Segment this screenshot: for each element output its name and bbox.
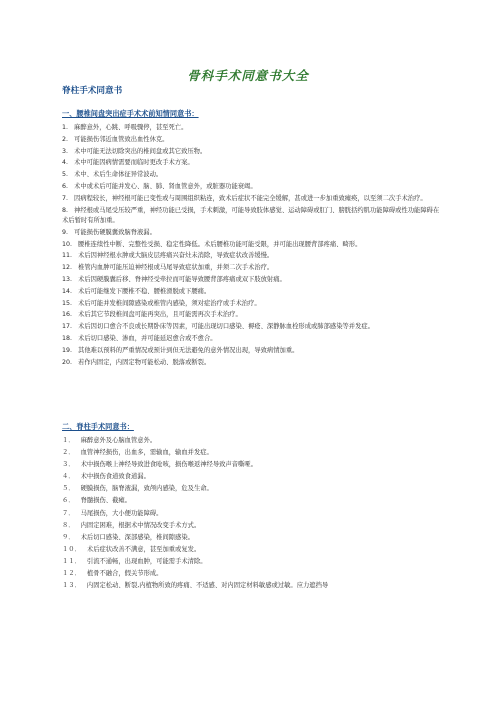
item-text: 术后切口感染、渗血，并可能延迟愈合或不愈合。 (78, 334, 217, 342)
item-number: 2. (62, 135, 69, 143)
section2-list (62, 436, 440, 593)
list-item (62, 346, 440, 356)
list-item (62, 182, 440, 192)
item-text: 若作内固定，内固定物可能松动、脱落或断裂。 (78, 358, 211, 366)
item-number: 11. (62, 252, 73, 260)
list-item (62, 569, 440, 579)
list-item (62, 206, 440, 227)
item-number: 1. (62, 124, 69, 131)
item-text: 术中可能因病情需要而临时更改手术方案。 (74, 159, 194, 167)
list-item (62, 545, 440, 555)
item-text: 可能损伤邻近血管致出血性休克。 (74, 135, 169, 143)
item-number: 15. (62, 299, 73, 307)
item-text: 引流不通畅，出现血肿，可能需手术清除。 (86, 557, 207, 565)
document-title: 骨科手术同意书大全 (187, 68, 309, 83)
list-item (62, 581, 440, 591)
item-number: ２． (62, 449, 75, 457)
item-number: 16. (62, 311, 73, 319)
item-number: 3. (62, 147, 69, 155)
item-text: 术后可能继发下腰椎不稳、腰椎滑脱或下腰痛。 (78, 287, 211, 295)
item-text: 术中或术后可能并发心、脑、肺、肾血管意外，或脏器功能衰竭。 (74, 182, 257, 190)
list-item (62, 496, 440, 506)
item-text: 术后因切口愈合不良或长期卧床等因素，可能出现切口感染、褥疮、深静脉血栓形成或肺部感染等并发症。 (78, 323, 374, 331)
list-item (62, 484, 440, 494)
item-number: 12. (62, 264, 73, 272)
list-item (62, 521, 440, 531)
list-item (62, 448, 440, 458)
item-number: ８． (62, 521, 75, 529)
item-number: 14. (62, 287, 73, 295)
item-number: ７． (62, 509, 75, 517)
list-item (62, 263, 440, 273)
item-text: 马尾损伤，大小便功能障碍。 (80, 509, 163, 517)
item-number: 20. (62, 358, 73, 366)
item-number: 4. (62, 159, 69, 167)
list-item (62, 472, 440, 482)
item-number: 10. (62, 240, 73, 248)
list-item (62, 460, 440, 470)
list-item (62, 240, 440, 250)
item-text: 术中损伤喉上神经导致进食呛咳，损伤喉返神经导致声音嘶哑。 (80, 461, 257, 469)
item-number: 8. (62, 206, 69, 214)
item-number: 17. (62, 323, 73, 331)
item-text: 麻醉意外，心跳、呼吸骤停，甚至死亡。 (74, 124, 188, 131)
list-item (62, 251, 440, 261)
item-number: １１． (62, 557, 81, 565)
item-number: ４． (62, 473, 75, 481)
item-text: 植骨不融合，假关节形成。 (86, 570, 163, 578)
section2-heading: 二、脊柱手术同意书： (62, 422, 134, 431)
item-text: 硬膜损伤，脑脊液漏，致颅内感染，危及生命。 (80, 485, 213, 493)
item-text: 可能损伤硬膜囊致脑脊液漏。 (74, 228, 156, 236)
item-text: 其他难以预料的严重情况或预计到但无法避免的意外情况出现，导致病情加重。 (78, 346, 299, 354)
list-item (62, 170, 440, 180)
item-text: 术中损伤食道致食道漏。 (80, 473, 150, 481)
item-number: ３． (62, 461, 75, 469)
item-text: 麻醉意外及心脑血管意外。 (80, 437, 157, 444)
list-item (62, 287, 440, 297)
item-number: １０． (62, 545, 81, 553)
item-text: 因病程较长，神经根可能已变性或与周围组织粘连，致术后症状不能完全缓解，甚或进一步加重致瘫痪，以至须二次手术治疗。 (74, 194, 427, 202)
item-text: 术后因神经根水肿或大脑皮层疼痛兴奋灶未消除，导致症状改善缓慢。 (78, 252, 274, 260)
item-number: １２． (62, 570, 81, 578)
item-number: ６． (62, 497, 75, 505)
item-number: ９． (62, 533, 75, 541)
list-item (62, 509, 440, 519)
list-item (62, 158, 440, 168)
item-number: 19. (62, 346, 73, 354)
item-number: 5. (62, 171, 69, 179)
item-text: 术后可能并发椎间隙感染或椎管内感染，须对症治疗或手术治疗。 (78, 299, 261, 307)
item-text: 内固定困难，根据术中情况改变手术方式。 (80, 521, 201, 529)
list-item (62, 194, 440, 204)
item-number: 6. (62, 182, 69, 190)
list-item (62, 147, 440, 157)
list-item (62, 123, 440, 133)
item-text: 内固定松动、断裂,内植物所致的疼痛、不适感、对内固定材料敏感或过敏。应力遮挡导 (86, 582, 329, 590)
item-number: 7. (62, 194, 69, 202)
item-text: 血管神经损伤，出血多，需输血，输血并发症。 (80, 449, 213, 457)
list-item (62, 557, 440, 567)
item-number: １． (62, 437, 75, 444)
item-text: 椎管内血肿可能压迫神经根或马尾导致症状加重，并须二次手术治疗。 (78, 264, 274, 272)
item-number: 9. (62, 228, 69, 236)
list-item (62, 322, 440, 332)
item-text: 术中、术后生命体征异常波动。 (74, 171, 163, 179)
list-item (62, 334, 440, 344)
item-text: 腰椎连续性中断、完整性受损、稳定性降低。术后腰椎功能可能受限，并可能出现腰背部疼痛、畸形。 (78, 240, 362, 248)
list-item (62, 299, 440, 309)
item-text: 术后因硬膜囊后移、脊神经受牵拉而可能导致腰背部疼痛或双下肢放射痛。 (78, 275, 286, 283)
list-item (62, 358, 440, 368)
item-text: 脊髓损伤、截瘫。 (80, 497, 131, 505)
item-number: 18. (62, 334, 73, 342)
item-number: １３． (62, 582, 81, 590)
list-item (62, 275, 440, 285)
document-subtitle: 脊柱手术同意书 (62, 86, 123, 96)
item-text: 术后其它节段椎间盘可能再突出，且可能需再次手术治疗。 (78, 311, 242, 319)
item-text: 神经根或马尾受压较严重，神经功能已受损，手术刺激，可能导致肢体感觉、运动障碍或肛门、膀胱括约肌功能障碍或性功能障碍在术后暂时有所加重。 (62, 206, 440, 224)
section1-heading: 一、腰椎间盘突出症手术术前知情同意书： (62, 109, 199, 118)
list-item (62, 228, 440, 238)
item-number: 13. (62, 275, 73, 283)
list-item (62, 436, 440, 446)
list-item (62, 135, 440, 145)
list-item (62, 533, 440, 543)
item-text: 术中可能无法切除突出的椎间盘或其它致压物。 (74, 147, 207, 155)
item-text: 术后切口感染、深部感染，椎间隙感染。 (80, 533, 194, 541)
item-number: ５． (62, 485, 75, 493)
item-text: 术后症状改善不满意，甚至加重或复发。 (86, 545, 201, 553)
section1-list (62, 123, 440, 369)
list-item (62, 310, 440, 320)
